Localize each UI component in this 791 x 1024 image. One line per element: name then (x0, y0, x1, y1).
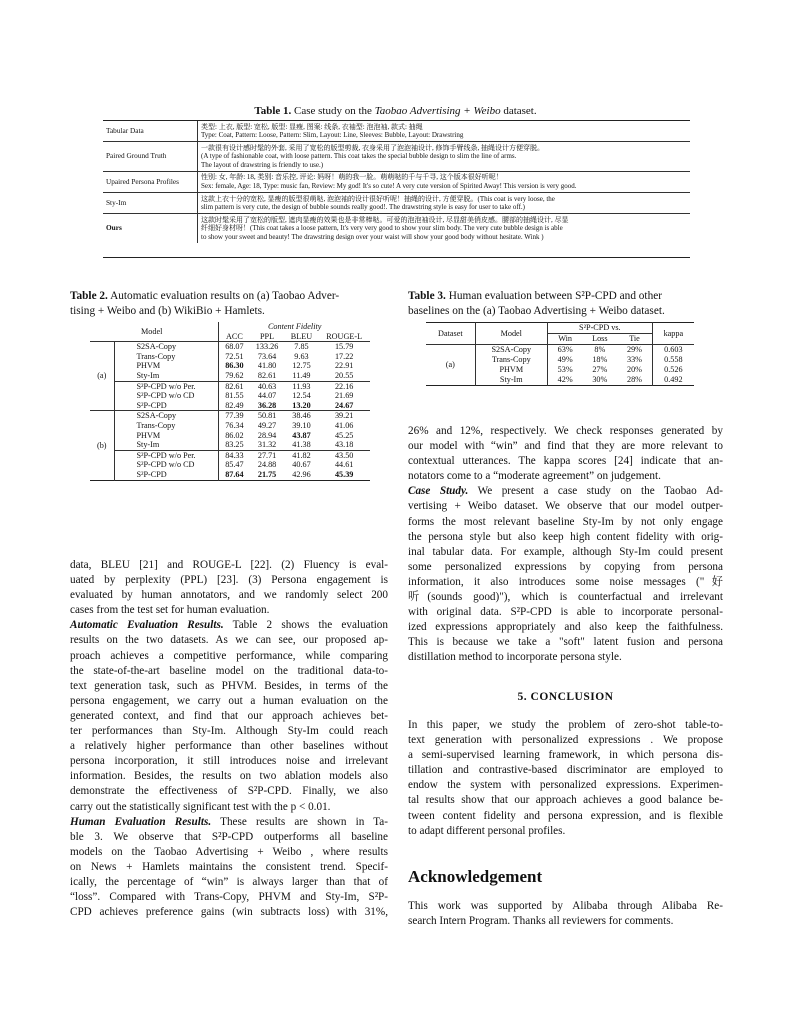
table2-row (90, 401, 370, 411)
table2-header-group: Content Fidelity (267, 322, 322, 331)
text-line: uated by perplexity (PPL) [23]. (3) Persona engagement is (70, 574, 388, 587)
table2-cell: 87.64 (225, 469, 244, 479)
text-line: with original data. S²P-CPD is able to incorporate personal- (408, 606, 723, 619)
table2 (90, 322, 370, 481)
table2-row (90, 371, 370, 381)
text-line: ter performances than Sty-Im. Although Sty-Im could reach (70, 725, 388, 738)
table1-row-line: Type: Coat, Pattern: Loose, Pattern: Slim, Layout: Line, Sleeves: Bubble, Layout: Drawstring (201, 131, 464, 140)
table1-row-label: Sty-Im (103, 193, 198, 214)
text-line: tillation and contrastive-based discriminator are employed to (408, 764, 723, 777)
table2-cell: 82.49 (225, 400, 244, 410)
table2-cell: 22.16 (334, 381, 354, 391)
table2-cell: 68.07 (225, 342, 244, 352)
table1-row-line: The layout of drawstring is friendly to use.) (201, 160, 324, 169)
table3-kappa: 0.558 (664, 355, 683, 364)
text-line: persona engagement, we carry out a human evaluation on the (70, 694, 388, 707)
table2-cell: 86.02 (225, 430, 244, 440)
table2-blank (90, 332, 114, 342)
table2-cell: 12.75 (292, 361, 311, 371)
table3-caption (408, 289, 723, 319)
table2-cell: 44.07 (257, 391, 277, 401)
text-fragment: Table 2 shows the evaluation (223, 619, 388, 632)
table2-cell: 73.64 (257, 351, 277, 361)
text-line: proach achieves a competitive performance, while comparing (70, 649, 388, 662)
table2-row (90, 391, 370, 401)
table1-row-line: 这款上衣十分的宽松, 显瘦的版型很萌哒, 泡泡袖的设计很好听呢！抽绳的设计, 方便穿脱。(This coat is very loose, the (201, 194, 555, 203)
text-line: a relatively higher performance than other baselines without (70, 740, 388, 753)
table2-caption-line2: tising + Weibo and (b) WikiBio + Hamlets. (70, 305, 265, 317)
table3-group-tag: (a) (426, 345, 475, 386)
table2-cell: 41.38 (292, 440, 311, 450)
table1-row-line: 这款时髦采用了宽松的版型, 遮肉显瘦的效果也是非常棒哒。可爱的泡泡袖设计, 尽显甜美俏皮感。腰部的抽绳设计, 尽显 (201, 215, 569, 224)
text-line: 听(sounds good)"), which is counterfactual and irrelevant (408, 591, 723, 604)
table1-caption-text: Case study on the (294, 105, 372, 117)
table2-cell: 22.91 (334, 361, 354, 371)
text-fragment: These results are shown in Ta- (211, 815, 388, 828)
table2-row (90, 440, 370, 450)
table2-cell: 38.46 (292, 411, 311, 421)
table2-cell: 39.21 (334, 411, 354, 421)
table2-cell: 41.82 (292, 450, 311, 460)
table3-header-model: Model (475, 323, 547, 345)
table3-row (426, 345, 694, 356)
table2-cell: 77.39 (225, 411, 244, 421)
table3-cell: 18% (592, 355, 608, 364)
table2-row (90, 411, 370, 421)
table1-row-label: Paired Ground Truth (103, 142, 198, 172)
text-line: evaluated by human annotators, and we randomly select 200 (70, 589, 388, 602)
table2-model-name: Sty-Im (114, 440, 219, 450)
table3-cell: 27% (592, 365, 608, 374)
text-line: data, BLEU [21] and ROUGE-L [22]. (2) Fluency is eval- (70, 559, 388, 571)
right-column (408, 424, 723, 666)
table3-cell: 30% (592, 375, 608, 384)
table2-group-tag: (b) (90, 411, 114, 480)
text-line: 26% and 12%, respectively. We check responses generated by (408, 425, 723, 437)
table2-column-header: PPL (260, 331, 275, 341)
text-line: tal results show that our approach achieves a good balance be- (408, 794, 723, 807)
table3-header-vs: S²P-CPD vs. (547, 323, 652, 334)
table3-kappa: 0.526 (664, 365, 683, 374)
table2-cell: 20.55 (334, 370, 354, 380)
table2-row (90, 352, 370, 362)
text-line: the state-of-the-art baseline model on the traditional data-to- (70, 664, 388, 677)
table1-caption-dataset: Taobao Advertising + Weibo (374, 105, 501, 117)
text-line: In this paper, we study the problem of zero-shot table-to- (408, 719, 723, 731)
table2-model-name: PHVM (114, 431, 219, 441)
table1-row (103, 214, 690, 243)
table2-cell: 11.49 (292, 370, 311, 380)
table1-row-label: Upaired Persona Profiles (103, 171, 198, 192)
table2-group-tag: (a) (90, 342, 114, 411)
acknowledgement-heading: Acknowledgement (408, 867, 543, 886)
text-line: CPD achieves preference gains (win subtracts loss) with 31%, (70, 906, 388, 919)
text-line: some personalized expressions by copying from persona (408, 560, 723, 573)
table2-cell: 50.81 (257, 411, 277, 421)
table2-cell: 12.54 (292, 391, 311, 401)
auto-eval-paragraph (70, 618, 388, 814)
table2-model-name: PHVM (114, 361, 219, 371)
text-line: to adapt different personal profiles. (408, 824, 566, 837)
text-line: contextual utterances. The kappa scores [24] indicate that an- (408, 455, 723, 468)
table1-row-line: 一款很有设计感时髦的外套, 采用了宽松的版型剪裁, 衣身采用了泡泡袖设计, 修饰手臂线条, 抽绳设计方便穿脱。 (201, 143, 544, 152)
table2-caption (70, 289, 388, 319)
table2-row (90, 361, 370, 371)
table2-cell: 44.61 (334, 460, 354, 470)
table2-cell: 7.85 (294, 342, 309, 352)
table2-cell: 24.67 (334, 400, 354, 410)
table1-row-line: Sex: female, Age: 18, Type: music fan, Review: My god! It's so cute! A very cute version of Spirited Away! This version is very good. (201, 182, 577, 191)
table3-cell: 29% (617, 345, 652, 356)
text-line (70, 815, 388, 830)
table3-kappa: 0.603 (664, 345, 683, 354)
table3-caption-line2: baselines on the (a) Taobao Advertising + Weibo dataset. (408, 305, 665, 317)
table2-model-name: S2SA-Copy (114, 342, 219, 352)
conclusion-paragraph (408, 718, 723, 839)
table1-row-content (198, 121, 691, 142)
text-line: endow the system with personalized expressions. Experimen- (408, 779, 723, 792)
text-line: cases from the test set for human evaluation. (70, 604, 270, 617)
human-eval-paragraph (70, 815, 388, 921)
table2-cell: 28.94 (257, 430, 277, 440)
text-line: information, it also introduces some noise messages ("好 (408, 575, 723, 588)
table2-cell: 17.22 (334, 351, 354, 361)
table2-cell: 40.63 (257, 381, 277, 391)
text-line: search Intern Program. Thanks all reviewers for comments. (408, 915, 674, 928)
table3-column-header: Win (558, 334, 573, 343)
table1-caption (0, 104, 791, 118)
table3-column-header: Loss (592, 334, 608, 343)
table1-row-content (198, 142, 691, 172)
text-line: forms the most relevant baseline Sty-Im by not only engage (408, 515, 723, 528)
table2-model-name: S²P-CPD w/o Per. (114, 381, 219, 391)
text-line (408, 484, 723, 499)
table2-model-name: S2SA-Copy (114, 411, 219, 421)
table3-cell: 53% (557, 365, 573, 374)
table3-cell: 63% (557, 345, 573, 354)
paragraph-heading: Automatic Evaluation Results. (70, 619, 224, 632)
text-line: inal tabular data. For example, although Sty-Im could present (408, 545, 723, 558)
table2-cell: 39.10 (292, 420, 311, 430)
table2-header-model: Model (114, 322, 219, 342)
text-line: “loss”. Compared with Trans-Copy, PHVM and Sty-Im, S²P- (70, 891, 388, 904)
table3-model-name: Trans-Copy (475, 355, 547, 365)
table2-cell: 45.39 (334, 469, 354, 479)
acknowledgement-paragraph (408, 899, 723, 929)
table1-row (103, 121, 690, 142)
text-line: ized expressions appropriately and also keep the faithfulness. (408, 621, 723, 634)
table3-cell: 33% (617, 355, 652, 365)
table3-header-kappa: kappa (663, 328, 684, 338)
table2-cell: 21.75 (257, 469, 277, 479)
table1-row-line: to show your sweet and beauty! The drawstring design over your waist will show your good body without hesitate. Wink ) (201, 233, 544, 242)
table2-row (90, 381, 370, 391)
table2-caption-label: Table 2. (70, 290, 108, 302)
table2-model-name: S²P-CPD w/o CD (114, 391, 219, 401)
table3-cell: 28% (617, 375, 652, 386)
table1-row-line: 类型: 上衣, 版型: 宽松, 版型: 显瘦, 图案: 线条, 衣袖型: 泡泡袖, 款式: 抽绳 (201, 122, 423, 131)
table3-caption-line1: Human evaluation between S²P-CPD and other (448, 290, 662, 302)
table2-row (90, 460, 370, 470)
table2-row (90, 342, 370, 352)
table2-model-name: Trans-Copy (114, 421, 219, 431)
table2-cell: 41.80 (257, 361, 277, 371)
text-line: carry out the statistically significant test with the p < 0.01. (70, 800, 331, 813)
text-line (70, 618, 388, 633)
table1-row-label: Ours (103, 214, 198, 243)
table2-cell: 36.28 (257, 400, 277, 410)
text-line: a semi-supervised learning framework, in which persona dis- (408, 749, 723, 762)
text-line: notators come to a “moderate agreement” on judgement. (408, 470, 661, 483)
table3-column-header: Tie (617, 334, 652, 345)
table2-model-name: Sty-Im (114, 371, 219, 381)
table3-model-name: PHVM (475, 365, 547, 375)
table1-row (103, 142, 690, 172)
table1-row-line: (A type of fashionable coat, with loose pattern. This coat takes the special bubble design to slim the line of arms. (201, 152, 517, 161)
table2-cell: 76.34 (225, 420, 244, 430)
table2-cell: 43.50 (334, 450, 354, 460)
table1-row-line: 性别: 女, 年龄: 18, 类别: 音乐控, 评论: 妈呀！萌的我一脸。萌萌哒的千与千寻, 这个版本很好听呢！ (201, 173, 503, 182)
table3-cell: 8% (594, 345, 606, 354)
table1-row (103, 193, 690, 214)
left-column (70, 558, 388, 920)
table1-row-line: 纤细好身材呀！(This coat takes a loose pattern, It's very very good to show your slim body. The very cute bubble design is able (201, 224, 563, 233)
text-line: generated context, and find that our approach achieves bet- (70, 709, 388, 722)
table2-cell: 21.69 (334, 391, 354, 401)
table2-cell: 79.62 (225, 370, 244, 380)
table2-cell: 31.32 (257, 440, 277, 450)
table2-row (90, 470, 370, 480)
table1-row-content (198, 171, 691, 192)
table3-header-dataset: Dataset (426, 323, 475, 345)
conclusion-heading: 5. CONCLUSION (517, 691, 614, 703)
table2-cell: 82.61 (257, 370, 277, 380)
table2-cell: 84.33 (225, 450, 244, 460)
table1-row-label: Tabular Data (103, 121, 198, 142)
table2-cell: 83.25 (225, 440, 244, 450)
table3-kappa: 0.492 (664, 375, 683, 384)
table2-row (90, 431, 370, 441)
table2-cell: 24.88 (257, 460, 277, 470)
table2-cell: 81.55 (225, 391, 244, 401)
table2-cell: 13.20 (292, 400, 311, 410)
text-line: the persona style but also keep high content fidelity with orig- (408, 530, 723, 543)
table2-model-name: S²P-CPD w/o CD (114, 460, 219, 470)
table2-cell: 45.25 (334, 430, 354, 440)
table3-cell: 49% (557, 355, 573, 364)
table1-row-line: slim pattern is very cute, the design of bubble sounds really good!. The drawstring style is easy for user to take off.) (201, 203, 525, 212)
table2-cell: 15.79 (334, 342, 354, 352)
table2-row (90, 421, 370, 431)
text-line: on News + Hamlets maintains the consistent trend. Specif- (70, 860, 388, 873)
table2-column-header: BLEU (290, 331, 313, 341)
table2-cell: 27.71 (257, 450, 277, 460)
table2-cell: 49.27 (257, 420, 277, 430)
text-line: results on the two datasets. As we can see, our proposed ap- (70, 634, 388, 647)
text-line: persona incorporation, it still introduces noise and irrelevant (70, 755, 388, 768)
text-line: distillation method to incorporate persona style. (408, 651, 622, 664)
text-line: demonstrate the effectiveness of S²P-CPD. Finally, we also (70, 785, 388, 798)
table2-cell: 40.67 (292, 460, 311, 470)
table2-model-name: Trans-Copy (114, 352, 219, 362)
text-line: This work was supported by Alibaba through Alibaba Re- (408, 900, 723, 912)
table2-cell: 133.26 (255, 342, 279, 352)
table3-cell: 42% (557, 375, 573, 384)
table2-model-name: S²P-CPD w/o Per. (114, 450, 219, 460)
table1-caption-label: Table 1. (254, 105, 292, 117)
table1-row-content (198, 193, 691, 214)
table1-row-content (198, 214, 691, 243)
table1-caption-end: dataset. (503, 105, 537, 117)
text-line: models on the Taobao Advertising + Weibo , where results (70, 845, 388, 858)
table2-cell: 85.47 (225, 460, 244, 470)
text-line: tween content fidelity and persona expression, and is flexible (408, 809, 723, 822)
table2-model-name: S²P-CPD (114, 470, 219, 480)
table1 (103, 121, 690, 243)
table2-cell: 43.87 (292, 430, 311, 440)
table2-cell: 72.51 (225, 351, 244, 361)
paragraph-heading: Human Evaluation Results. (70, 815, 212, 828)
table3-caption-label: Table 3. (408, 290, 446, 302)
table2-cell: 11.93 (292, 381, 311, 391)
text-line: text generation task, such as PHVM. Besides, in terms of the (70, 679, 388, 692)
text-line: text generation with personalized expressions . We propose (408, 734, 723, 747)
text-line: our model with “win” and find that they are more relevant to (408, 440, 723, 453)
paragraph-heading: Case Study. (408, 485, 469, 498)
table3 (426, 322, 694, 386)
table2-column-header: ACC (225, 331, 243, 341)
table3-cell: 20% (617, 365, 652, 375)
table2-cell: 82.61 (225, 381, 244, 391)
table2-cell: 43.18 (334, 440, 354, 450)
table2-caption-line1: Automatic evaluation results on (a) Taobao Adver- (110, 290, 340, 302)
table2-cell: 9.63 (294, 351, 309, 361)
text-line: information. Besides, the results on two ablation models also (70, 770, 388, 783)
table2-column-header: ROUGE-L (326, 331, 363, 341)
table3-model-name: Sty-Im (475, 375, 547, 386)
text-line: vertising + Weibo dataset. We observe that our model outper- (408, 500, 723, 513)
table2-cell: 42.96 (292, 469, 311, 479)
text-fragment: We present a case study on the Taobao Ad- (468, 485, 723, 498)
table1-row (103, 171, 690, 192)
table2-row (90, 450, 370, 460)
text-line: ically, the percentage of “win” is always larger than that of (70, 875, 388, 888)
case-study-paragraph (408, 484, 723, 665)
table3-model-name: S2SA-Copy (475, 345, 547, 356)
table2-cell: 86.30 (225, 361, 244, 371)
text-line: This is because we take a "soft" latent fusion and persona (408, 636, 723, 649)
table2-model-name: S²P-CPD (114, 401, 219, 411)
table2-cell: 41.06 (334, 420, 354, 430)
text-line: ble 3. We observe that S²P-CPD outperforms all baseline (70, 830, 388, 843)
